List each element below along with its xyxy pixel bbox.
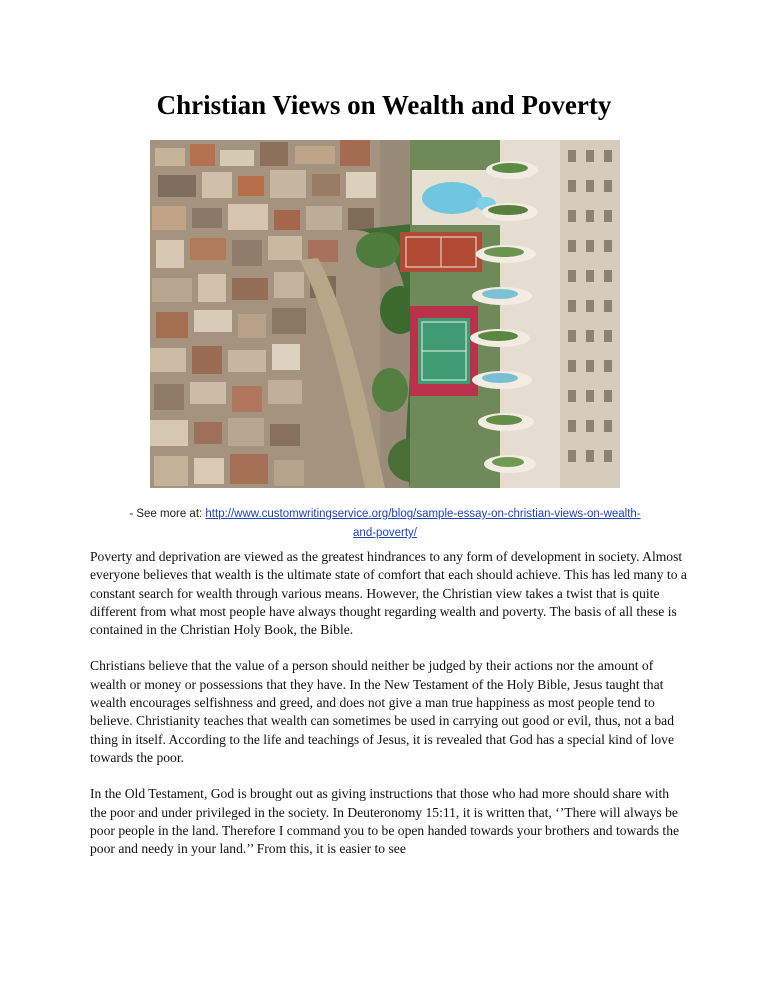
- paragraph: In the Old Testament, God is brought out as giving instructions that those who had more should share with the poor and under privileged in the society. In Deuteronomy 15:11, it is written that, ‘’There will always be poor people in the land. Therefore I command you to be open handed towards your brothers and towards the poor and needy in your land.’’ From this, it is easier to see: [90, 786, 680, 857]
- source-prefix: - See more at:: [129, 508, 206, 520]
- source-link[interactable]: http://www.customwritingservice.org/blog/sample-essay-on-christian-views-on-wealth-: [205, 508, 641, 520]
- paragraph: Christians believe that the value of a person should neither be judged by their actions nor the amount of wealth or money or possessions that they have. In the New Testament of the Holy Bible, Jesus taught that wealth encourages selfishness and greed, and does not give a man true happiness as most people tend to believe. Christianity teaches that wealth can sometimes be used in carrying out good or evil, thus, not a bad thing in itself. According to the life and teachings of Jesus, it is revealed that God has a special kind of love towards the poor.: [90, 658, 675, 765]
- source-link-line: [90, 505, 680, 543]
- source-link-continued[interactable]: and-poverty/: [353, 527, 417, 539]
- document-body: [90, 548, 688, 876]
- paragraph: Poverty and deprivation are viewed as the greatest hindrances to any form of development in society. Almost everyone believes that wealth is the ultimate state of comfort that each should achieve. This has led many to a constant search for wealth through various means. However, the Christian view takes a twist that is quite different from what most people have always thought regarding wealth and poverty. The basis of all these is contained in the Christian Holy Book, the Bible.: [90, 549, 687, 638]
- aerial-photo: [150, 140, 620, 488]
- document-title: Christian Views on Wealth and Poverty: [156, 90, 612, 120]
